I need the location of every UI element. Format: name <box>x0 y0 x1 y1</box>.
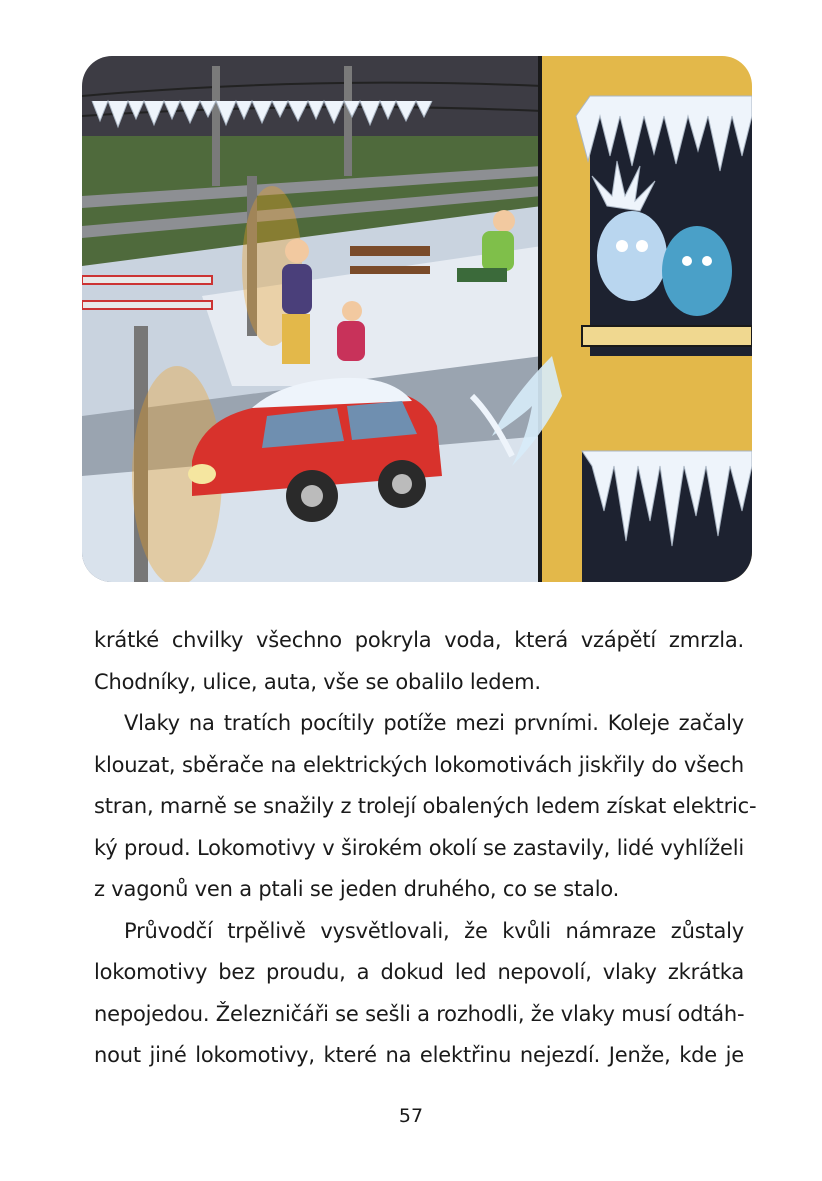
text-line: ký proud. Lokomotivy v širokém okolí se zastavily, lidé vyhlíželi <box>94 835 744 860</box>
text-line: z vagonů ven a ptali se jeden druhého, co se stalo. <box>94 877 620 901</box>
text-line: Vlaky na tratích pocítily potíže mezi prvními. Koleje začaly <box>124 711 744 735</box>
illustration <box>82 56 752 582</box>
text-line: stran, marně se snažily z trolejí obalených ledem získat elektric- <box>94 794 757 818</box>
page-number: 57 <box>398 1105 424 1127</box>
text-line: krátké chvilky všechno pokryla voda, která vzápětí zmrzla. <box>94 628 744 652</box>
text-line: Chodníky, ulice, auta, vše se obalilo ledem. <box>94 669 541 694</box>
text-line: klouzat, sběrače na elektrických lokomotivách jiskřily do všech <box>94 752 744 777</box>
text-line: nepojedou. Železničáři se sešli a rozhodli, že vlaky musí odtáh- <box>94 1001 745 1026</box>
text-line: nout jiné lokomotivy, které na elektřinu nejezdí. Jenže, kde je <box>94 1043 744 1067</box>
text-line: Průvodčí trpělivě vysvětlovali, že kvůli námraze zůstaly <box>124 918 744 943</box>
body-text <box>94 620 757 1077</box>
text-line: lokomotivy bez proudu, a dokud led nepovolí, vlaky zkrátka <box>94 960 744 984</box>
